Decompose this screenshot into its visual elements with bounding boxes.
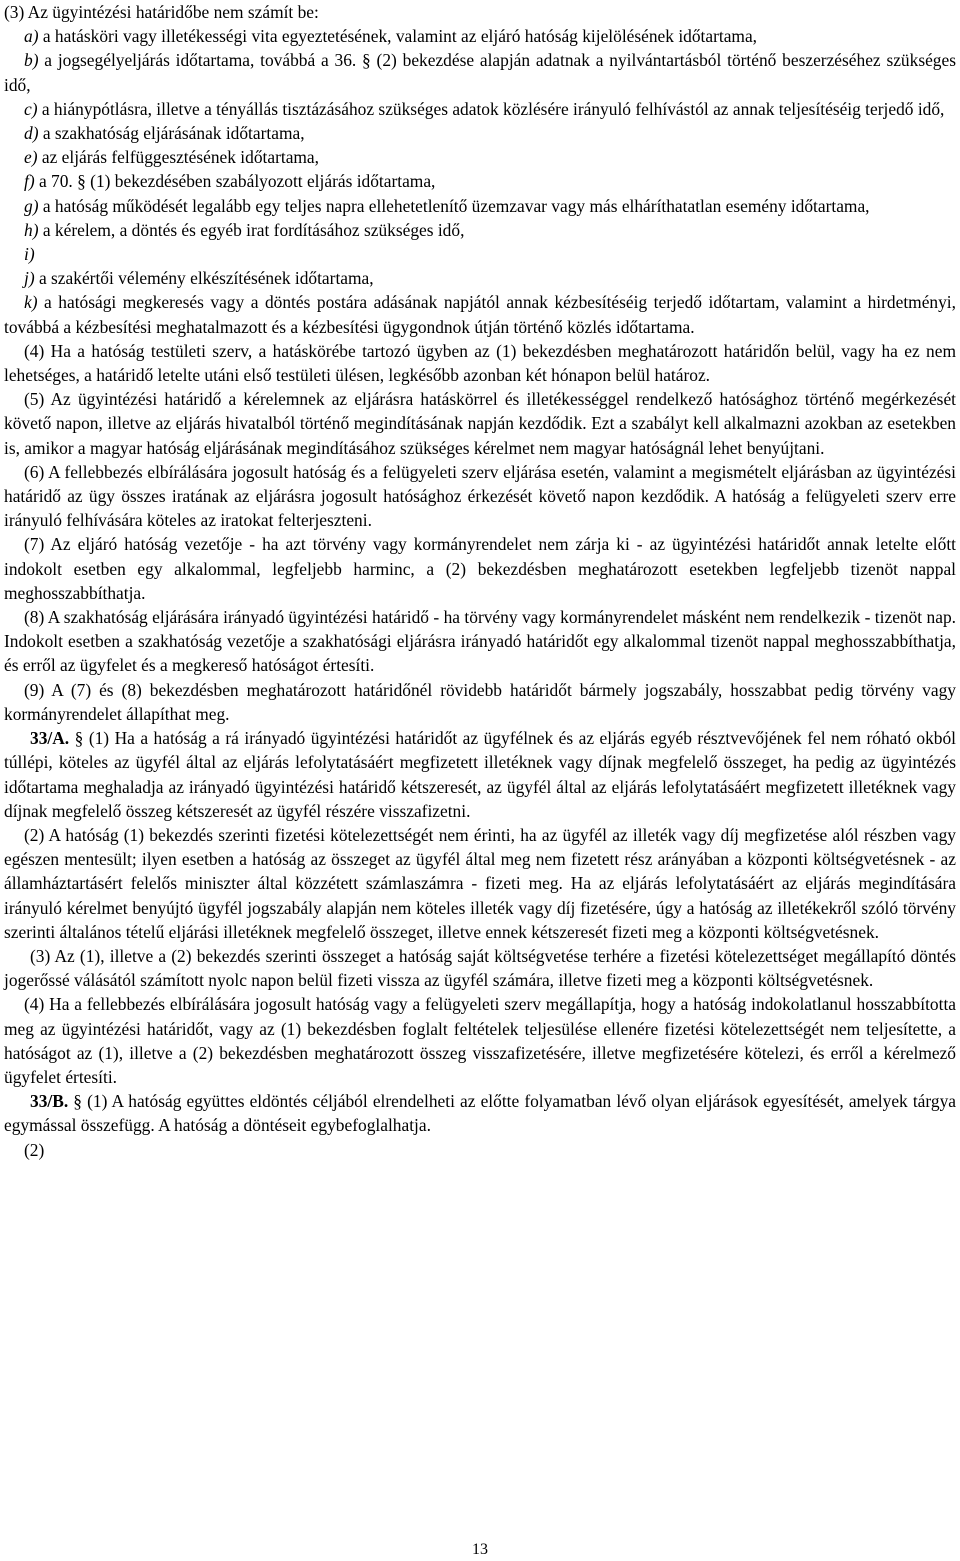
paragraph-4: (4) Ha a hatóság testületi szerv, a hatáskörébe tartozó ügyben az (1) bekezdésben meghatározott határidőn belül, vagy ha ez nem lehetséges, a határidő letelte utáni első testületi ülésen, legkésőbb azonban két hónapon belül határoz.	[4, 340, 956, 386]
page-number: 13	[472, 1541, 488, 1558]
item-label-j: j)	[24, 268, 35, 289]
item-label-d: d)	[24, 123, 39, 144]
item-text-j: a szakértői vélemény elkészítésének időtartama,	[34, 268, 374, 289]
list-item-i	[4, 242, 956, 266]
section-33a-paragraph-3: (3) Az (1), illetve a (2) bekezdés szerinti összeget a hatóság saját költségvetése terhére a fizetési kötelezettséget megállapító döntés jogerőssé válásától számított nyolc napon belül fizeti vissza az ügyfél számára, illetve fizeti meg a központi költségvetésnek.	[4, 945, 956, 991]
section-33a-paragraph-2: (2) A hatóság (1) bekezdés szerinti fizetési kötelezettségét nem érinti, ha az ügyfél az illeték vagy díj megfizetése alól részben vagy egészen mentesült; ilyen esetben a hatóság az összeget az ügyfél által meg nem fizetett rész arányában a központi költségvetésnek - az államháztartásért felelős miniszter által közzétett számlaszámra - fizeti meg. Ha az eljárás lefolytatásáért az eljárás megindítására irányuló kérelmet benyújtó ügyfél jogszabály alapján nem köteles illeték vagy díj fizetésére, úgy a hatóság az illetékekről szóló törvény szerinti általános tételű eljárási illetéknek megfelelő összeget, illetve ennek kétszeresét fizeti meg a központi költségvetésnek.	[4, 824, 956, 942]
section-33a-number: 33/A.	[30, 728, 70, 749]
list-item-a	[4, 24, 956, 48]
paragraph-7: (7) Az eljáró hatóság vezetője - ha azt törvény vagy kormányrendelet nem zárja ki - az ügyintézési határidőt annak letelte előtt indokolt esetben egy alkalommal, legfeljebb harminc, a (2) bekezdésben meghatározott esetekben legfeljebb tizenöt nappal meghosszabbíthatja.	[4, 534, 956, 603]
paragraph-8: (8) A szakhatóság eljárására irányadó ügyintézési határidő - ha törvény vagy kormányrendelet másként nem rendelkezik - tizenöt nap. Indokolt esetben a szakhatóság vezetője a szakhatósági eljárásra irányadó határidőt egy alkalommal tizenöt nappal meghosszabbíthatja, és erről az ügyfelet és a megkereső hatóságot értesíti.	[4, 607, 956, 676]
item-text-k: a hatósági megkeresés vagy a döntés postára adásának napjától annak kézbesítéséig terjedő időtartam, valamint a hirdetményi, továbbá a kézbesítési meghatalmazott és a kézbesítési ügygondnok útján történő közlés időtartama.	[4, 292, 956, 337]
list-item-f	[4, 169, 956, 193]
list-item-e	[4, 145, 956, 169]
list-item-h	[4, 218, 956, 242]
list-item-k	[4, 290, 956, 338]
item-text-e: az eljárás felfüggesztésének időtartama,	[37, 147, 320, 168]
document-page	[4, 0, 956, 1162]
item-text-h: a kérelem, a döntés és egyéb irat fordításához szükséges idő,	[38, 219, 465, 240]
item-label-c: c)	[24, 98, 38, 119]
item-text-c: a hiánypótlásra, illetve a tényállás tisztázásához szükséges adatok közlésére irányuló felhívástól az annak teljesítéséig terjedő idő,	[37, 98, 945, 119]
item-label-h: h)	[24, 219, 39, 240]
item-text-a: a hatásköri vagy illetékességi vita egyeztetésének, valamint az eljáró hatóság kijelölésének időtartama,	[38, 26, 758, 47]
section-33a-paragraph-1-text: § (1) Ha a hatóság a rá irányadó ügyintézési határidőt az ügyfélnek és az eljárás egyéb résztvevőjének fel nem róható okból túllépi, köteles az ügyfél által az eljárás lefolytatásáért megfizetett illetéknek vagy díjnak megfelelő összeget, ha pedig az ügyintézés időtartama meghaladja az irányadó ügyintézési határidő kétszeresét, az ügyfél által az eljárás lefolytatásáért megfizetett illetéknek vagy díjnak megfelelő összeg kétszeresét az ügyfél részére visszafizetni.	[4, 728, 956, 821]
section-33b-paragraph-2: (2)	[24, 1139, 45, 1160]
section-33b-number: 33/B.	[30, 1091, 69, 1112]
item-label-g: g)	[24, 195, 39, 216]
item-label-a: a)	[24, 26, 39, 47]
paragraph-6: (6) A fellebbezés elbírálására jogosult hatóság és a felügyeleti szerv eljárása esetén, valamint a megismételt eljárásban az ügyintézési határidő az ügy összes iratának az eljárásra jogosult hatósághoz érkezését követő napon kezdődik. A hatóság a felügyeleti szerv erre irányuló felhívására köteles az iratokat felterjeszteni.	[4, 461, 956, 531]
item-text-f: a 70. § (1) bekezdésében szabályozott eljárás időtartama,	[34, 171, 436, 192]
list-item-d	[4, 121, 956, 145]
section-33b-paragraph-1	[4, 1089, 956, 1137]
item-label-i: i)	[24, 244, 35, 265]
list-item-c	[4, 97, 956, 121]
item-label-b: b)	[24, 50, 39, 71]
section-33a-paragraph-4: (4) Ha a fellebbezés elbírálására jogosult hatóság vagy a felügyeleti szerv megállapítja, hogy a hatóság indokolatlanul hosszabbította meg az ügyintézési határidőt, vagy az (1) bekezdésben foglalt feltételek teljesülése ellenére fizetési kötelezettségét nem teljesítette, a hatóságot az (1), illetve a (2) bekezdésben meghatározott összeg visszafizetésére, illetve megfizetésére kötelezi, és erről a kérelmező ügyfelet értesíti.	[4, 994, 956, 1087]
item-label-f: f)	[24, 171, 35, 192]
section-33b-paragraph-1-text: § (1) A hatóság együttes eldöntés céljából elrendelheti az előtte folyamatban lévő olyan eljárások egyesítését, amelyek tárgya egymással összefügg. A hatóság a döntéseit egybefoglalhatja.	[4, 1091, 956, 1136]
item-label-k: k)	[24, 292, 38, 313]
item-text-d: a szakhatóság eljárásának időtartama,	[38, 123, 305, 144]
list-item-g	[4, 194, 956, 218]
item-text-g: a hatóság működését legalább egy teljes napra ellehetetlenítő üzemzavar vagy más elháríthatatlan esemény időtartama,	[38, 195, 870, 216]
list-item-j	[4, 266, 956, 290]
paragraph-5: (5) Az ügyintézési határidő a kérelemnek az eljárásra hatáskörrel és illetékességgel rendelkező hatósághoz történő megérkezését követő napon, illetve az eljárás hivatalból történő megindításának napján kezdődik. Ezt a szabályt kell alkalmazni azokban az esetekben is, amikor a magyar hatóság eljárásának megindításához szükséges kérelmet nem magyar hatóságnál lehet benyújtani.	[4, 389, 956, 458]
item-label-e: e)	[24, 147, 38, 168]
paragraph-9: (9) A (7) és (8) bekezdésben meghatározott határidőnél rövidebb határidőt bármely jogszabály, hosszabbat pedig törvény vagy kormányrendelet állapíthat meg.	[4, 679, 956, 724]
section-33a-paragraph-1	[4, 726, 956, 823]
list-item-b	[4, 48, 956, 96]
item-text-b: a jogsegélyeljárás időtartama, továbbá a 36. § (2) bekezdése alapján adatnak a nyilvántartásból történő beszerzéséhez szükséges idő,	[4, 50, 956, 95]
paragraph-3-heading: (3) Az ügyintézési határidőbe nem számít be:	[4, 2, 319, 22]
